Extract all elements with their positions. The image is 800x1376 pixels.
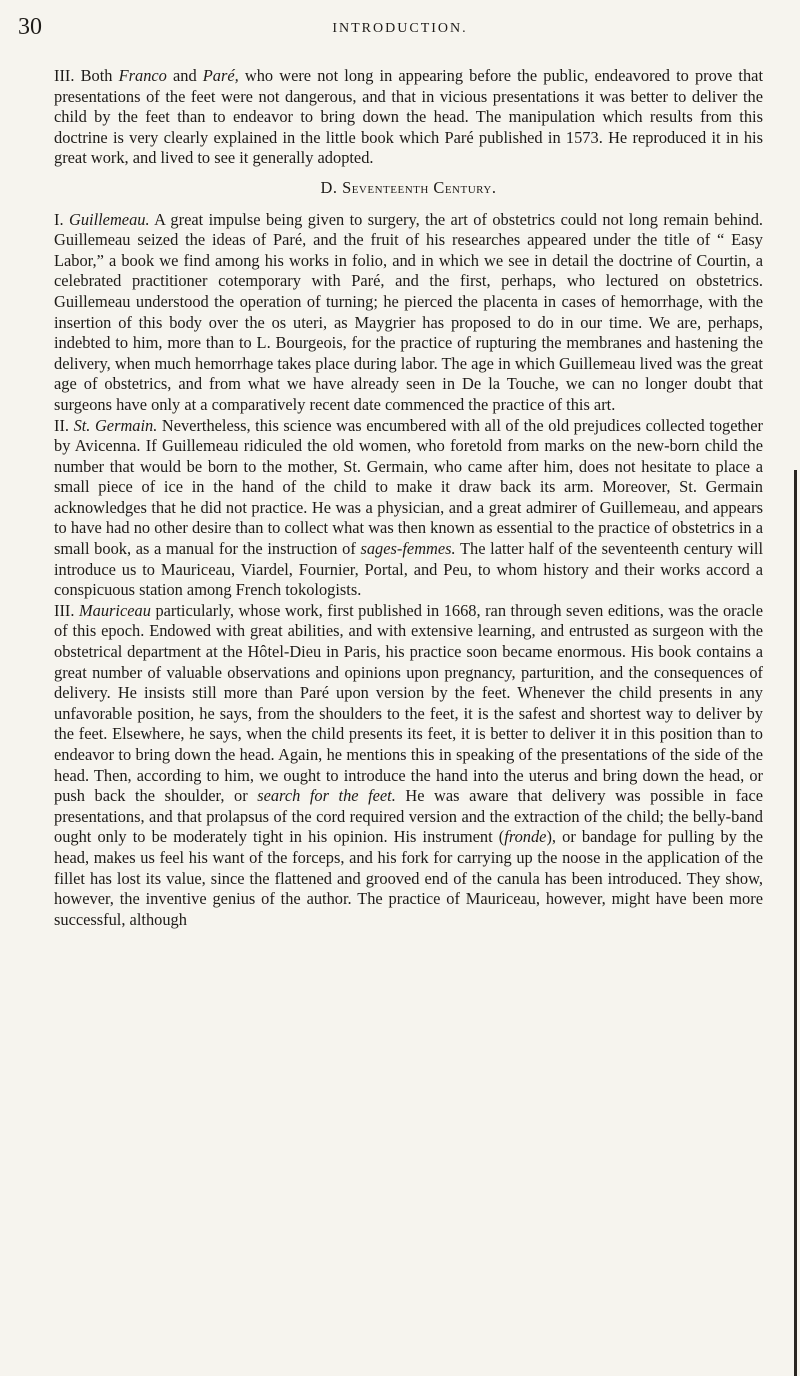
page-edge-shadow bbox=[794, 470, 797, 1376]
person-name-mauriceau: Mauriceau bbox=[79, 600, 151, 620]
section-title: Seventeenth Century. bbox=[342, 177, 497, 197]
section-heading bbox=[54, 178, 763, 199]
person-name-st-germain: St. Germain. bbox=[73, 415, 158, 435]
person-name-pare: Paré, bbox=[202, 66, 239, 85]
paragraph-mauriceau bbox=[54, 601, 763, 931]
paragraph-number: II. bbox=[54, 415, 74, 435]
phrase-search-for-feet: search for the feet. bbox=[257, 786, 396, 806]
running-head: INTRODUCTION. bbox=[332, 21, 468, 36]
page-body bbox=[54, 66, 763, 930]
paragraph-text-continued: He was aware that delivery was possible in face presentations, and that prolapsus of the cord required version and the extraction of the child; the belly-band ought only to be moderately tight in his opinion. His instrument ( bbox=[54, 786, 763, 847]
paragraph-guillemeau bbox=[54, 210, 763, 416]
paragraph-number: III. Both bbox=[54, 66, 119, 85]
paragraph-st-germain bbox=[54, 416, 763, 601]
paragraph-text: who were not long in appearing before the public, endeavored to prove that presentations of the feet were not dangerous, and that in vicious presentations it was better to deliver the child by the feet than to endeavor to bring down the head. The manipulation which results from this doctrine is very clearly explained in the little book which Paré published in 1573. He reproduced it in his great work, and lived to see it generally adopted. bbox=[54, 66, 764, 168]
person-name-franco: Franco bbox=[118, 66, 167, 85]
paragraph-text: particularly, whose work, first published in 1668, ran through seven editions, was the oracle of this epoch. Endowed with great abilities, and with extensive learning, and entrusted as surgeon with the obstetrical department at the Hôtel-Dieu in Paris, his practice soon became enormous. His book contains a great number of valuable observations and opinions upon pregnancy, parturition, and the consequences of delivery. He insists still more than Paré upon version by the feet. Whenever the child presents in any unfavorable position, he says, from the shoulders to the feet, it is the safest and shortest way to deliver by the feet. Elsewhere, he says, when the child presents its feet, it is better to deliver it in this position than to endeavor to bring down the head. Again, he mentions this in speaking of the presentations of the side of the head. Then, according to him, we ought to introduce the hand into the uterus and bring down the head, or push back the shoulder, or bbox=[54, 600, 763, 806]
conjunction-text: and bbox=[166, 66, 203, 85]
paragraph-text-end: ), or bandage for pulling by the head, makes us feel his want of the forceps, and his fork for carrying up the noose in the application of the fillet has lost its value, since the flattened and grooved end of the canula has been introduced. They show, however, the inventive genius of the author. The practice of Mauriceau, however, might have been more successful, although bbox=[54, 827, 763, 929]
paragraph-text-continued: The latter half of the seventeenth century will introduce us to Mauriceau, Viardel, Fournier, Portal, and Peu, to whom history and their works accord a conspicuous station among French tokologists. bbox=[54, 539, 764, 600]
term-sages-femmes: sages-femmes. bbox=[360, 539, 456, 559]
section-letter: D. bbox=[320, 177, 343, 197]
term-fronde: fronde bbox=[504, 827, 547, 847]
paragraph-text: A great impulse being given to surgery, the art of obstetrics could not long remain behind. Guillemeau seized the ideas of Paré, and the fruit of his researches appeared under the title of “ Easy Labor,” a book we find among his works in folio, and in which we see in detail the doctrine of Courtin, a celebrated practitioner cotemporary with Paré, and the first, perhaps, who lectured on obstetrics. Guillemeau understood the operation of turning; he pierced the placenta in cases of hemorrhage, with the insertion of this body over the os uteri, as Maygrier has proposed to do in our time. We are, perhaps, indebted to him, more than to L. Bourgeois, for the practice of rupturing the membranes and hastening the delivery, when much hemorrhage takes place during labor. The age in which Guillemeau lived was the great age of obstetrics, and from what we have already seen in De la Touche, we can no longer doubt that surgeons have only at a comparatively recent date commenced the practice of this art. bbox=[54, 209, 763, 414]
paragraph-text: Nevertheless, this science was encumbered with all of the old prejudices collected together by Avicenna. If Guillemeau ridiculed the old women, who foretold from marks on the new-born child the number that would be born to the mother, St. Germain, who came after him, does not hesitate to place a small piece of ice in the hand of the child to make it draw back its arm. Moreover, St. Germain acknowledges that he did not practice. He was a physician, and a great admirer of Guillemeau, and appears to have had no other desire than to collect what was then known as essential to the practice of obstetrics in a small book, as a manual for the instruction of bbox=[54, 415, 763, 559]
person-name-guillemeau: Guillemeau. bbox=[68, 209, 150, 229]
paragraph-franco-pare bbox=[54, 66, 763, 169]
page-header bbox=[18, 14, 782, 46]
paragraph-number: I. bbox=[54, 209, 69, 229]
page-number: 30 bbox=[18, 14, 42, 40]
paragraph-number: III. bbox=[54, 600, 79, 620]
